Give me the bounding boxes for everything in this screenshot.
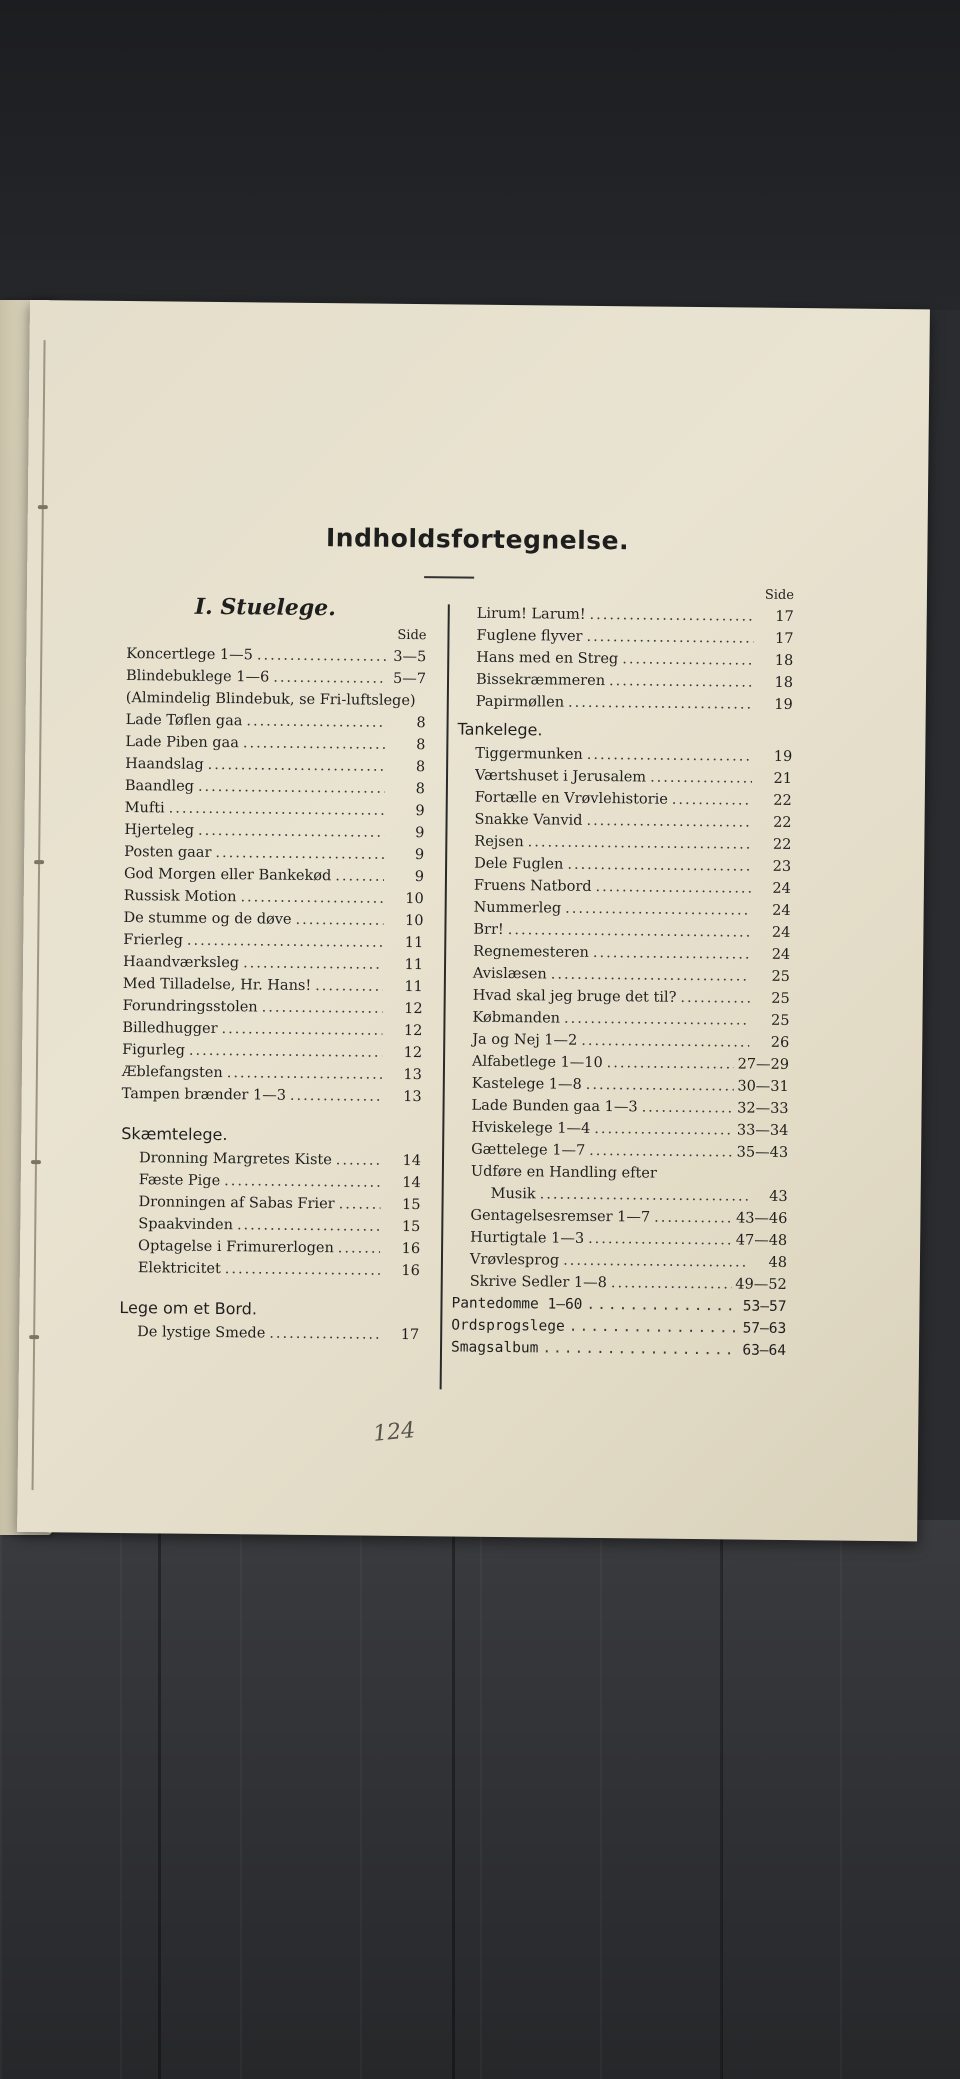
toc-entry-label: Fæste Pige	[138, 1172, 221, 1190]
leader-dots	[586, 810, 751, 834]
toc-entry-label: Billedhugger	[122, 1020, 218, 1038]
toc-entry	[138, 1257, 420, 1282]
toc-entry	[122, 1083, 422, 1108]
leader-dots	[641, 1096, 733, 1119]
title-rule	[424, 576, 474, 579]
toc-entry-page: 14	[402, 1174, 421, 1192]
toc-entry-page: 11	[404, 978, 423, 996]
toc-entry-page: 8	[416, 737, 426, 754]
leader-dots	[215, 842, 384, 866]
side-label: Side	[764, 587, 795, 604]
toc-entry-label: Posten gaar	[124, 844, 212, 861]
page-title: Indholdsfortegnelse.	[325, 523, 630, 556]
leader-dots	[187, 930, 384, 954]
toc-entry-label: Fuglene flyver	[476, 627, 583, 645]
toc-entry-page: 27—29	[737, 1056, 790, 1073]
leader-dots	[581, 1030, 749, 1054]
toc-entry-label: Spaakvinden	[138, 1216, 234, 1234]
toc-entry	[137, 1321, 419, 1346]
toc-entry-page: 19	[773, 748, 793, 766]
leader-dots	[338, 1237, 380, 1259]
toc-entry	[138, 1191, 420, 1216]
toc-entry	[126, 665, 426, 690]
toc-entry	[122, 1017, 422, 1042]
toc-entry-page: 63—64	[742, 1342, 787, 1359]
toc-entry	[126, 643, 426, 668]
toc-entry-page: 13	[403, 1066, 422, 1084]
toc-entry-page: 11	[404, 956, 424, 974]
toc-entry-page: 5—7	[393, 670, 427, 688]
toc-entry-page: 24	[772, 902, 791, 919]
leader-dots	[680, 987, 750, 1010]
toc-entry-page: 43—46	[735, 1210, 788, 1227]
background-fabric-bottom	[0, 1520, 960, 2079]
toc-entry-label: Værtshuset i Jerusalem	[474, 767, 647, 786]
toc-entry-page: 47—48	[735, 1232, 788, 1249]
leader-dots	[262, 996, 383, 1019]
leader-dots	[336, 1149, 381, 1171]
binding-stitch	[29, 1335, 39, 1339]
toc-entry	[124, 819, 424, 844]
toc-entry-label: Dronningen af Sabas Frier	[138, 1194, 335, 1213]
leader-dots	[221, 1018, 382, 1042]
toc-entry	[124, 885, 424, 910]
toc-entry-page: 57—63	[742, 1320, 787, 1337]
section-entries-stuelege	[122, 643, 427, 1108]
toc-entry-page: 32—33	[737, 1100, 789, 1117]
toc-entry-page: 17	[400, 1326, 420, 1344]
toc-entry-page: 17	[774, 630, 794, 648]
leader-dots	[542, 1337, 738, 1361]
leader-dots	[528, 831, 752, 855]
leader-dots	[224, 1170, 381, 1194]
leader-dots	[295, 909, 383, 932]
leader-dots	[257, 644, 387, 667]
toc-entry-label: Snakke Vanvid	[474, 811, 583, 829]
toc-entry	[125, 797, 425, 822]
leader-dots	[589, 1140, 733, 1164]
leader-dots	[586, 626, 753, 650]
toc-entry-label: Kastelege 1—8	[471, 1075, 582, 1093]
toc-entry-label: Musik	[490, 1185, 536, 1203]
leader-dots	[594, 1118, 733, 1141]
column-divider	[440, 604, 450, 1389]
final-entries	[451, 1292, 787, 1362]
toc-entry	[125, 731, 425, 756]
leader-dots	[243, 732, 386, 755]
binding-stitch	[38, 505, 48, 509]
leader-dots	[586, 1074, 734, 1098]
toc-entry-label: Koncertlege 1—5	[126, 646, 253, 664]
toc-entry-label: De stumme og de døve	[123, 910, 292, 928]
toc-entry-label: Udføre en Handling efter	[470, 1163, 657, 1182]
toc-entry-page: 19	[774, 696, 793, 714]
toc-entry-page: 15	[401, 1218, 421, 1236]
toc-entry-page: 23	[772, 858, 792, 876]
leader-dots	[611, 1272, 732, 1295]
toc-entry-page: 48	[768, 1254, 788, 1271]
leader-dots	[198, 820, 385, 844]
toc-entry-label: Dronning Margretes Kiste	[138, 1150, 332, 1169]
toc-entry-label: Lade Piben gaa	[125, 734, 239, 752]
leader-dots	[672, 789, 752, 812]
leader-dots	[551, 963, 750, 987]
toc-entry-label: Dele Fuglen	[474, 855, 564, 873]
toc-entry-page: 12	[403, 1044, 423, 1062]
leader-dots	[237, 1214, 381, 1237]
toc-entry-label: Fortælle en Vrøvlehistorie	[474, 789, 668, 808]
toc-entry	[139, 1169, 421, 1194]
toc-entry-label: Avislæsen	[472, 965, 547, 983]
toc-entry-label: Haandværksleg	[122, 954, 240, 972]
leader-dots	[622, 648, 753, 671]
left-column	[119, 589, 427, 1346]
toc-entry-page: 17	[775, 608, 794, 626]
toc-entry	[125, 753, 425, 778]
leader-dots	[540, 1183, 748, 1207]
book-page	[17, 300, 930, 1541]
toc-entry-label: Haandslag	[125, 756, 204, 773]
toc-entry-label: Lade Tøflen gaa	[125, 712, 243, 730]
leader-dots	[587, 744, 753, 768]
toc-entry-label: Ja og Nej 1—2	[472, 1031, 578, 1049]
toc-entry-label: Hurtigtale 1—3	[470, 1229, 585, 1247]
fabric-seam	[452, 1530, 455, 2079]
toc-entry-page: 9	[415, 803, 425, 820]
leader-dots	[508, 919, 751, 944]
toc-entry-label: Skrive Sedler 1—8	[469, 1273, 608, 1292]
toc-entry-page: 18	[774, 674, 794, 692]
toc-entry-page: 24	[772, 880, 791, 897]
toc-entry-label: God Morgen eller Bankekød	[123, 866, 332, 885]
toc-entry-label: Lade Bunden gaa 1—3	[471, 1097, 638, 1116]
toc-entry-label: (Almindelig Blindebuk, se Fri-luftslege)	[125, 690, 416, 710]
toc-entry	[122, 1039, 422, 1064]
toc-entry-label: Forundringsstolen	[122, 998, 258, 1016]
toc-entry	[122, 995, 422, 1020]
toc-entry-label: Mufti	[124, 800, 165, 817]
leader-dots	[246, 710, 385, 733]
toc-entry-page: 25	[771, 990, 790, 1007]
toc-entry-label: Fruens Natbord	[473, 877, 592, 895]
toc-entry-page: 43	[769, 1188, 788, 1205]
leader-dots	[227, 1062, 382, 1086]
toc-entry-label: Figurleg	[122, 1042, 185, 1059]
toc-entry-page: 13	[403, 1088, 422, 1106]
toc-entry	[125, 775, 425, 800]
toc-entry-page: 21	[773, 770, 793, 788]
toc-entry-page: 26	[770, 1034, 790, 1051]
section-entries-skaemtelege	[120, 1147, 421, 1282]
toc-entry-page: 16	[401, 1262, 420, 1280]
leader-dots	[243, 952, 383, 975]
toc-entry-page: 18	[774, 652, 794, 670]
side-label: Side	[397, 627, 427, 644]
toc-entry-page: 24	[771, 924, 791, 941]
toc-entry-label: Optagelse i Frimurerlogen	[138, 1238, 334, 1257]
toc-entry	[123, 951, 423, 976]
toc-entry-label: Ordsprogslege	[451, 1317, 565, 1335]
binding-stitch	[31, 1160, 41, 1164]
leader-dots	[290, 1085, 382, 1108]
toc-entry	[123, 973, 423, 998]
fabric-seam	[720, 1530, 723, 2079]
toc-entry	[139, 1147, 421, 1172]
toc-entry	[123, 929, 423, 954]
toc-entry-page: 9	[415, 825, 425, 842]
toc-entry-page: 25	[771, 968, 791, 985]
toc-entry-label: De lystige Smede	[137, 1324, 266, 1342]
toc-entry-page: 30—31	[737, 1078, 789, 1095]
toc-entry	[126, 687, 426, 712]
toc-entry-label: Russisk Motion	[123, 888, 237, 906]
right-column	[450, 587, 795, 1362]
leader-dots	[189, 1040, 382, 1064]
leader-dots	[650, 767, 752, 790]
leader-dots	[273, 667, 386, 690]
toc-entry-label: Hviskelege 1—4	[471, 1119, 591, 1137]
toc-entry-page: 9	[414, 847, 425, 864]
leader-dots	[654, 1207, 732, 1230]
toc-entry-label: Hans med en Streg	[476, 649, 619, 668]
toc-entry-page: 22	[773, 792, 792, 810]
toc-entry-page: 33—34	[736, 1122, 789, 1139]
toc-entry-label: Købmanden	[472, 1009, 561, 1027]
leader-dots	[607, 1052, 734, 1075]
toc-entry	[122, 1061, 422, 1086]
toc-entry-page: 53—57	[742, 1298, 787, 1315]
toc-entry-page: 15	[402, 1196, 421, 1214]
leader-dots	[569, 1316, 739, 1340]
toc-entry-page: 14	[402, 1152, 422, 1170]
toc-entry-label: Tampen brænder 1—3	[121, 1086, 287, 1104]
leader-dots	[269, 1323, 379, 1346]
right-top-entries	[458, 603, 794, 717]
toc-entry-label: Smagsalbum	[450, 1339, 539, 1357]
leader-dots	[595, 876, 751, 900]
leader-dots	[564, 1008, 750, 1032]
toc-entry-page: 12	[404, 1000, 423, 1018]
section-entries-lege-om-et-bord	[119, 1321, 419, 1346]
toc-entry-label: Lirum! Larum!	[476, 605, 586, 623]
toc-entry-label: Tiggermunken	[475, 745, 583, 763]
toc-entry-page: 10	[404, 912, 424, 930]
section-title-stuelege: I. Stuelege.	[194, 593, 336, 622]
leader-dots	[315, 975, 383, 998]
leader-dots	[609, 670, 753, 694]
toc-entry	[138, 1213, 420, 1238]
leader-dots	[565, 898, 751, 922]
toc-entry	[451, 1336, 786, 1362]
page-binding	[32, 340, 46, 1490]
toc-entry-label: Baandleg	[124, 778, 195, 795]
fabric-seam	[158, 1530, 161, 2079]
toc-entry	[123, 907, 423, 932]
toc-entry-page: 16	[401, 1240, 421, 1258]
toc-entry-label: Pantedomme 1—60	[451, 1295, 583, 1313]
toc-entry-page: 3—5	[393, 648, 427, 666]
toc-entry-page: 10	[405, 890, 424, 908]
toc-entry-label: Alfabetlege 1—10	[471, 1053, 603, 1072]
leader-dots	[339, 1193, 381, 1215]
leader-dots	[225, 1258, 380, 1282]
toc-entry-page: 22	[773, 814, 792, 832]
leader-dots	[240, 886, 383, 909]
toc-entry-label: Æblefangsten	[121, 1064, 223, 1082]
section-title-tankelege: Tankelege.	[457, 719, 543, 740]
toc-entry	[124, 841, 424, 866]
section-title-skaemtelege: Skæmtelege.	[121, 1124, 228, 1145]
toc-entry-label: Hjerteleg	[124, 822, 195, 839]
toc-entry-label: Elektricitet	[137, 1260, 221, 1278]
toc-entry-label: Brr!	[473, 921, 504, 938]
toc-entry-label: Nummerleg	[473, 899, 562, 917]
toc-entry-label: Vrøvlesprog	[469, 1251, 560, 1269]
toc-entry-page: 25	[770, 1012, 790, 1029]
pencil-note: 124	[372, 1417, 417, 1447]
toc-entry-page: 22	[772, 836, 792, 854]
toc-entry	[124, 863, 424, 888]
leader-dots	[563, 1250, 747, 1274]
toc-entry-label: Bissekræmmeren	[475, 671, 606, 690]
toc-entry-label: Frierleg	[123, 932, 184, 949]
toc-entry-page: 12	[403, 1022, 423, 1040]
leader-dots	[593, 942, 750, 966]
leader-dots	[568, 692, 753, 716]
toc-entry	[138, 1235, 420, 1260]
binding-stitch	[34, 860, 44, 864]
toc-entry-label: Gættelege 1—7	[471, 1141, 586, 1159]
section-title-lege-om-et-bord: Lege om et Bord.	[119, 1297, 258, 1319]
toc-entry-page: 8	[415, 759, 426, 776]
leader-dots	[208, 754, 386, 778]
leader-dots	[589, 604, 753, 628]
toc-entry-page: 24	[771, 946, 791, 963]
toc-entry-label: Blindebuklege 1—6	[125, 668, 270, 686]
background-fabric-top	[0, 0, 960, 310]
leader-dots	[169, 797, 385, 821]
toc-entry-page: 8	[415, 781, 425, 798]
toc-entry	[125, 709, 425, 734]
toc-entry-label: Gentagelsesremser 1—7	[470, 1207, 651, 1226]
leader-dots	[198, 776, 385, 800]
toc-entry-label: Papirmøllen	[475, 693, 565, 711]
toc-entry-page: 8	[416, 715, 426, 732]
toc-entry-label: Med Tilladelse, Hr. Hans!	[122, 976, 312, 994]
leader-dots	[586, 1294, 739, 1318]
leader-dots	[567, 854, 751, 878]
toc-entry-page: 9	[414, 869, 425, 886]
leader-dots	[335, 865, 384, 888]
leader-dots	[588, 1228, 732, 1252]
toc-entry-page: 35—43	[736, 1144, 789, 1161]
section-entries-tankelege	[452, 742, 793, 1295]
toc-entry-label: Hvad skal jeg bruge det til?	[472, 987, 677, 1006]
toc-entry-label: Regnemesteren	[473, 943, 590, 961]
toc-entry-page: 49—52	[735, 1276, 787, 1293]
toc-entry-label: Rejsen	[474, 833, 524, 851]
toc-entry-page: 11	[404, 934, 424, 952]
